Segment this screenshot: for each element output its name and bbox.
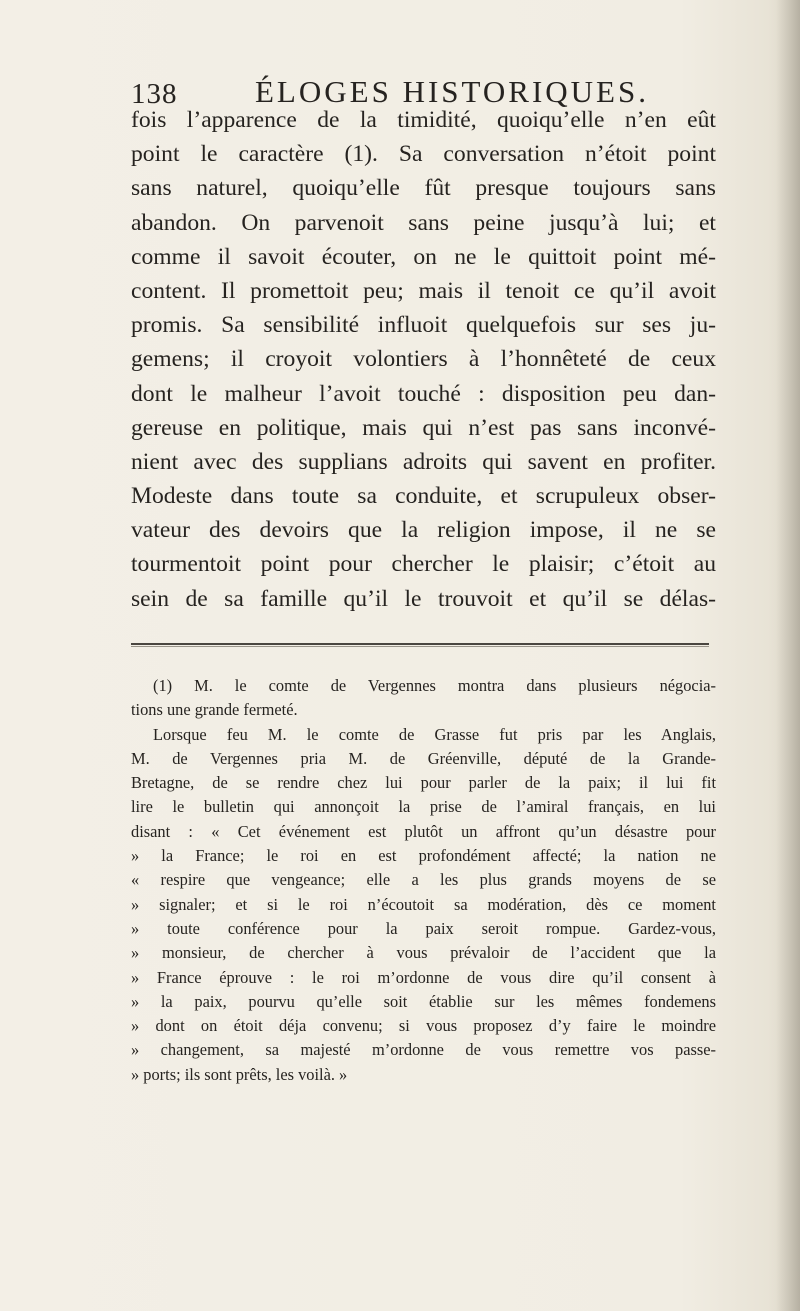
- text-line: point le caractère (1). Sa conversation n’étoit point: [131, 141, 716, 168]
- footnote-line: Bretagne, de se rendre chez lui pour parler de la paix; il lui fit: [131, 773, 716, 793]
- footnote-line: » monsieur, de chercher à vous prévaloir de l’accident que la: [131, 943, 716, 963]
- text-line: promis. Sa sensibilité influoit quelquefois sur ses ju-: [131, 312, 716, 339]
- footnote-rule-thin: [131, 646, 709, 647]
- text-line: Modeste dans toute sa conduite, et scrupuleux obser-: [131, 483, 716, 510]
- footnote: [131, 674, 716, 1087]
- footnote-line: » France éprouve : le roi m’ordonne de vous dire qu’il consent à: [131, 967, 716, 987]
- text-line: dont le malheur l’avoit touché : disposition peu dan-: [131, 380, 716, 407]
- footnote-line: disant : « Cet événement est plutôt un affront qu’un désastre pour: [131, 821, 716, 841]
- footnote-line: » la paix, pourvu qu’elle soit établie sur les mêmes fondemens: [131, 991, 716, 1011]
- text-line: sein de sa famille qu’il le trouvoit et qu’il se délas-: [131, 585, 716, 612]
- footnote-line: tions une grande fermeté.: [131, 700, 298, 720]
- text-line: gemens; il croyoit volontiers à l’honnêteté de ceux: [131, 346, 716, 373]
- footnote-line: Lorsque feu M. le comte de Grasse fut pris par les Anglais,: [153, 724, 716, 744]
- text-line: fois l’apparence de la timidité, quoiqu’elle n’en eût: [131, 107, 716, 133]
- page-number: 138: [131, 78, 178, 110]
- text-line: gereuse en politique, mais qui n’est pas sans inconvé-: [131, 414, 716, 441]
- footnote-line: (1) M. le comte de Vergennes montra dans plusieurs négocia-: [153, 676, 716, 695]
- text-line: comme il savoit écouter, on ne le quittoit point mé-: [131, 243, 716, 270]
- page-edge-shadow: [776, 0, 800, 1311]
- footnote-line: » ports; ils sont prêts, les voilà. »: [131, 1064, 348, 1084]
- text-line: sans naturel, quoiqu’elle fût presque toujours sans: [131, 175, 716, 202]
- text-line: abandon. On parvenoit sans peine jusqu’à lui; et: [131, 209, 716, 236]
- main-text: [131, 103, 716, 616]
- footnote-line: » changement, sa majesté m’ordonne de vous remettre vos passe-: [131, 1040, 716, 1060]
- running-title: ÉLOGES HISTORIQUES.: [255, 74, 649, 109]
- footnote-line: lire le bulletin qui annonçoit la prise de l’amiral français, en lui: [131, 797, 716, 817]
- footnote-rule: [131, 643, 709, 645]
- footnote-line: » toute conférence pour la paix seroit rompue. Gardez-vous,: [131, 918, 716, 938]
- text-line: nient avec des supplians adroits qui savent en profiter.: [131, 448, 716, 475]
- text-line: tourmentoit point pour chercher le plaisir; c’étoit au: [131, 551, 716, 578]
- footnote-line: M. de Vergennes pria M. de Gréenville, député de la Grande-: [131, 748, 716, 768]
- text-line: content. Il promettoit peu; mais il tenoit ce qu’il avoit: [131, 277, 716, 304]
- footnote-line: » signaler; et si le roi n’écoutoit sa modération, dès ce moment: [131, 894, 716, 914]
- footnote-line: » la France; le roi en est profondément affecté; la nation ne: [131, 846, 716, 866]
- footnote-line: « respire que vengeance; elle a les plus grands moyens de se: [131, 870, 716, 890]
- text-line: vateur des devoirs que la religion impose, il ne se: [131, 517, 716, 544]
- footnote-line: » dont on étoit déja convenu; si vous proposez d’y faire le moindre: [131, 1016, 716, 1036]
